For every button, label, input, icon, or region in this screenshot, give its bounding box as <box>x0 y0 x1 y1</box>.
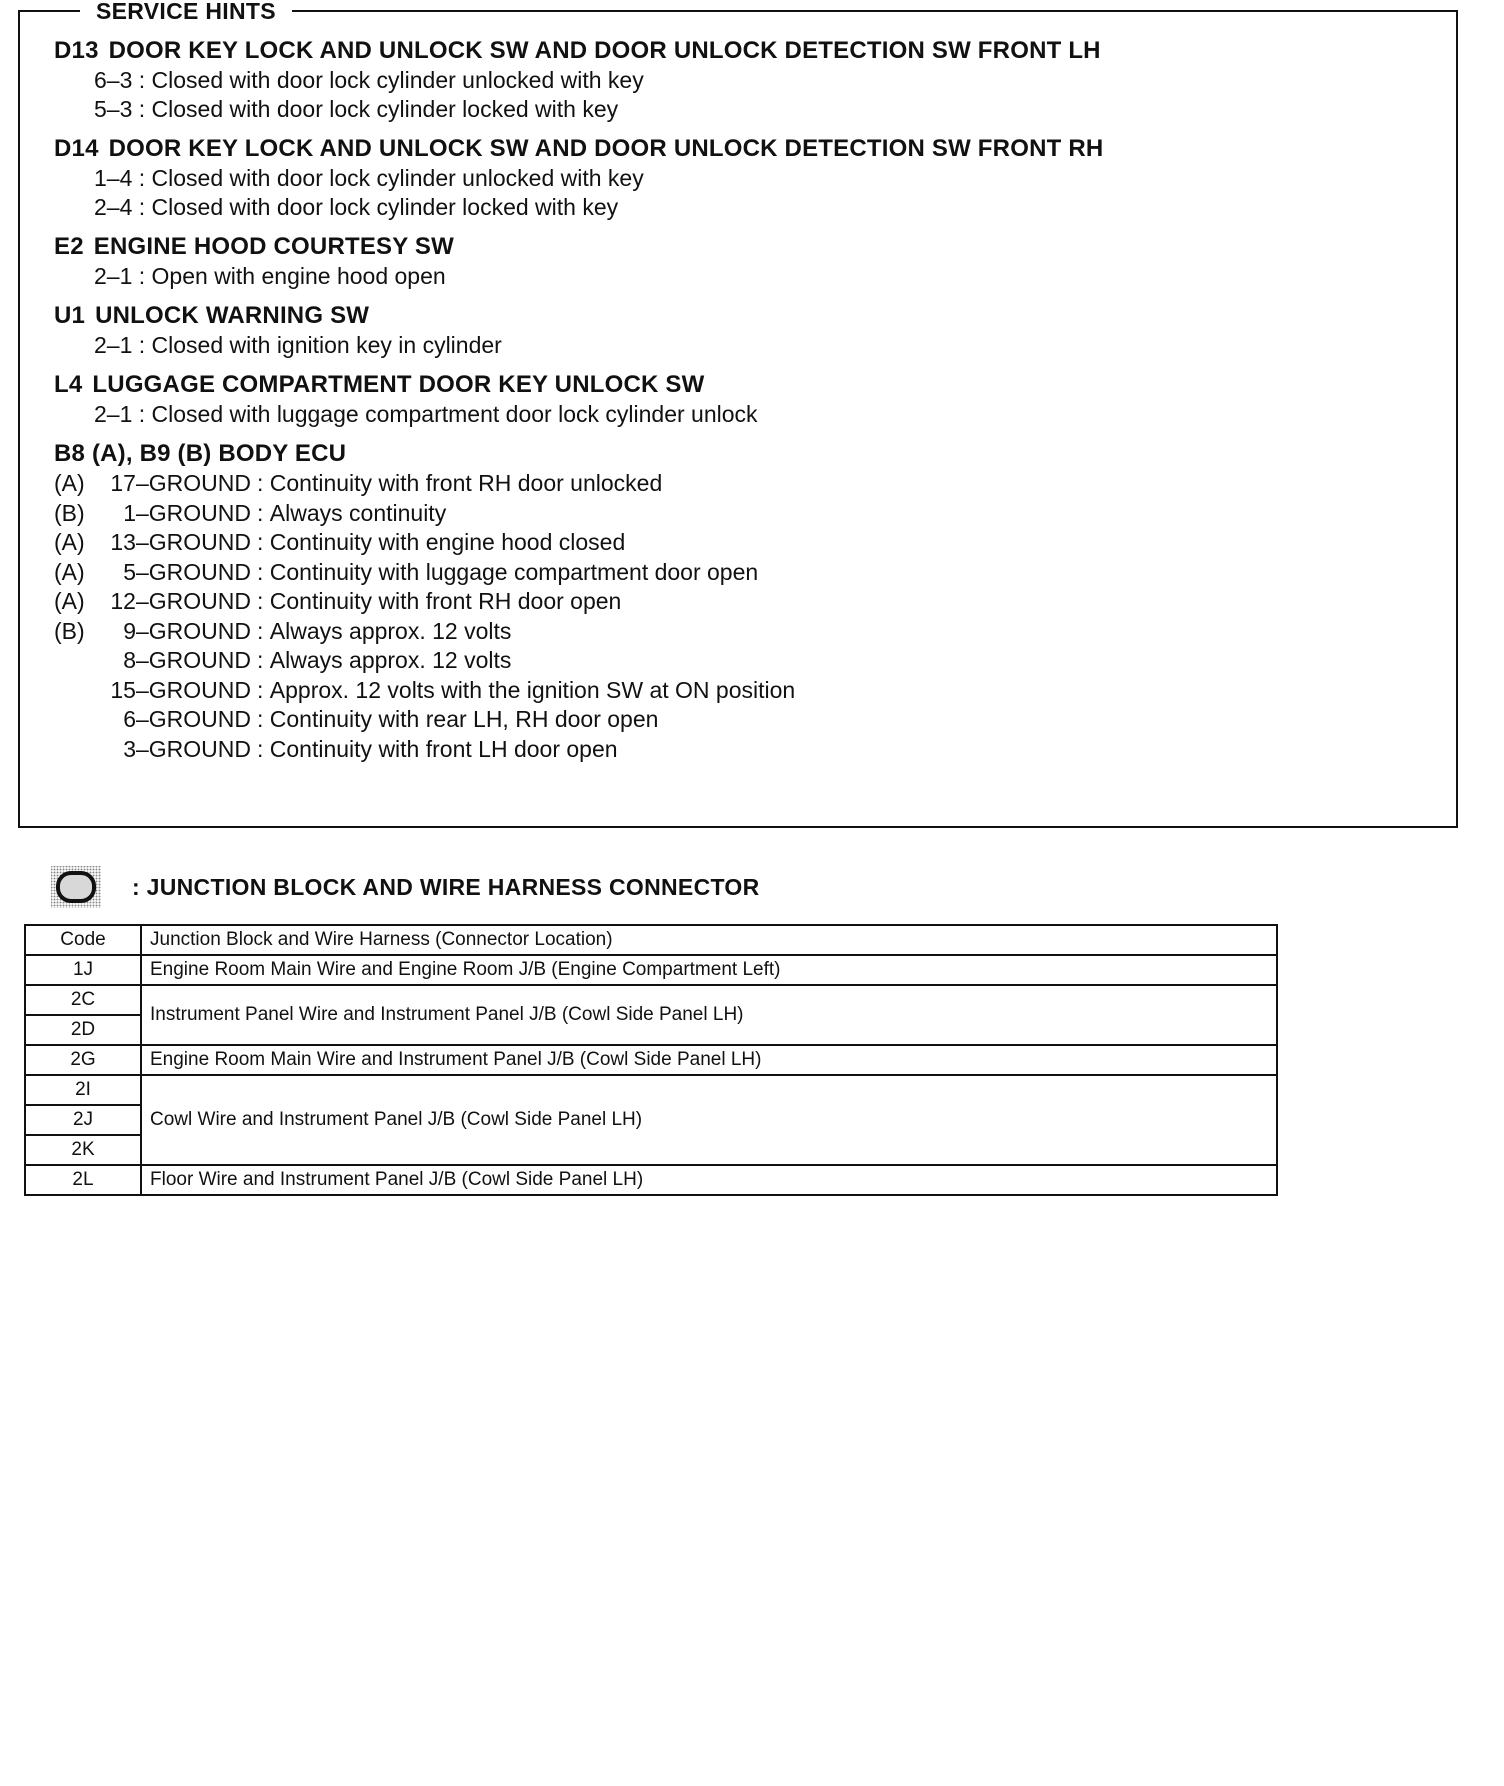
desc-cell: Engine Room Main Wire and Instrument Panel J/B (Cowl Side Panel LH) <box>141 1045 1277 1075</box>
ecu-separator: : <box>257 676 270 703</box>
ecu-connector: (A) <box>54 529 85 555</box>
code-cell: 2I <box>25 1075 141 1105</box>
code-cell: 2L <box>25 1165 141 1195</box>
ecu-separator: : <box>257 558 270 585</box>
section-code: E2 <box>54 233 84 260</box>
ecu-connector: (A) <box>54 588 85 614</box>
section-title <box>54 301 1436 331</box>
ecu-desc: Approx. 12 volts with the ignition SW at ON position <box>269 676 796 703</box>
ecu-connector <box>54 735 96 765</box>
service-hints-box <box>18 0 1458 828</box>
junction-table <box>24 924 1278 1196</box>
ecu-connector <box>54 676 96 706</box>
ecu-pin: 15–GROUND <box>110 676 251 703</box>
ecu-pin: 6–GROUND <box>123 706 251 732</box>
ecu-desc: Always continuity <box>269 499 447 526</box>
body-ecu-row <box>54 528 1436 558</box>
hint-item: 2–4 : Closed with door lock cylinder locked with key <box>94 194 619 220</box>
table-header-row <box>25 925 1277 955</box>
body-ecu-row <box>54 617 1436 647</box>
ecu-desc: Continuity with front RH door open <box>269 588 622 614</box>
hint-item: 5–3 : Closed with door lock cylinder locked with key <box>94 96 619 122</box>
section-title <box>54 134 1436 164</box>
header-code: Code <box>25 925 141 955</box>
ecu-pin: 12–GROUND <box>110 588 251 614</box>
hint-section-d13 <box>54 36 1436 124</box>
code-cell: 2D <box>25 1015 141 1045</box>
ecu-separator: : <box>257 499 270 526</box>
body-ecu-row <box>54 735 1436 765</box>
code-cell: 2C <box>25 985 141 1015</box>
code-cell: 1J <box>25 955 141 985</box>
body-ecu-row <box>54 646 1436 676</box>
desc-cell: Floor Wire and Instrument Panel J/B (Cowl Side Panel LH) <box>141 1165 1277 1195</box>
ecu-desc: Continuity with rear LH, RH door open <box>269 706 659 732</box>
connector-oval-icon <box>50 865 102 909</box>
ecu-pin: 1–GROUND <box>123 499 251 526</box>
body-ecu-title: B8 (A), B9 (B) BODY ECU <box>54 440 347 467</box>
junction-title: : JUNCTION BLOCK AND WIRE HARNESS CONNECTOR <box>132 873 760 900</box>
ecu-pin: 8–GROUND <box>123 647 251 673</box>
section-name: DOOR KEY LOCK AND UNLOCK SW AND DOOR UNLOCK DETECTION SW FRONT LH <box>108 37 1101 64</box>
desc-cell: Instrument Panel Wire and Instrument Panel J/B (Cowl Side Panel LH) <box>141 985 1277 1045</box>
section-name: LUGGAGE COMPARTMENT DOOR KEY UNLOCK SW <box>92 371 705 398</box>
table-row <box>25 1165 1277 1195</box>
ecu-connector: (B) <box>54 617 85 644</box>
body-ecu-row <box>54 469 1436 499</box>
body-ecu-rows <box>54 469 1436 764</box>
hint-section-u1 <box>54 301 1436 360</box>
ecu-separator: : <box>257 588 270 614</box>
header-desc: Junction Block and Wire Harness (Connector Location) <box>141 925 1277 955</box>
ecu-connector: (A) <box>54 470 85 496</box>
table-row <box>25 985 1277 1015</box>
ecu-separator: : <box>257 647 270 673</box>
desc-cell: Engine Room Main Wire and Engine Room J/B (Engine Compartment Left) <box>141 955 1277 985</box>
body-ecu-row <box>54 499 1436 529</box>
hint-item: 6–3 : Closed with door lock cylinder unlocked with key <box>94 67 644 93</box>
ecu-pin: 5–GROUND <box>123 558 251 585</box>
ecu-connector: (A) <box>54 558 85 585</box>
body-ecu-row <box>54 558 1436 588</box>
section-code: D13 <box>54 37 99 64</box>
hint-item: 1–4 : Closed with door lock cylinder unlocked with key <box>94 165 644 191</box>
section-title <box>54 232 1436 262</box>
table-row <box>25 1075 1277 1105</box>
hint-item: 2–1 : Closed with ignition key in cylinder <box>94 332 502 358</box>
section-name: UNLOCK WARNING SW <box>95 302 370 329</box>
body-ecu-row <box>54 676 1436 706</box>
section-name: ENGINE HOOD COURTESY SW <box>93 233 454 260</box>
ecu-pin: 9–GROUND <box>123 617 251 644</box>
body-ecu-row <box>54 587 1436 617</box>
ecu-desc: Always approx. 12 volts <box>269 617 512 644</box>
ecu-pin: 17–GROUND <box>110 470 251 496</box>
service-hints-legend: SERVICE HINTS <box>80 0 292 23</box>
hint-section-e2 <box>54 232 1436 291</box>
hint-section-d14 <box>54 134 1436 222</box>
ecu-connector <box>54 646 96 676</box>
desc-cell: Cowl Wire and Instrument Panel J/B (Cowl Side Panel LH) <box>141 1075 1277 1165</box>
section-code: D14 <box>54 135 99 162</box>
section-title <box>54 370 1436 400</box>
ecu-desc: Continuity with front LH door open <box>269 735 618 762</box>
ecu-desc: Continuity with luggage compartment door open <box>269 558 759 585</box>
hint-section-l4 <box>54 370 1436 429</box>
ecu-separator: : <box>257 735 270 762</box>
code-cell: 2K <box>25 1135 141 1165</box>
ecu-desc: Continuity with front RH door unlocked <box>269 470 663 496</box>
ecu-connector <box>54 705 96 735</box>
hint-item: 2–1 : Open with engine hood open <box>94 263 446 289</box>
junction-header <box>50 865 760 909</box>
section-title <box>54 36 1436 66</box>
hint-item: 2–1 : Closed with luggage compartment door lock cylinder unlock <box>94 401 758 427</box>
table-row <box>25 1045 1277 1075</box>
section-name: DOOR KEY LOCK AND UNLOCK SW AND DOOR UNLOCK DETECTION SW FRONT RH <box>108 135 1104 162</box>
ecu-separator: : <box>257 529 270 555</box>
body-ecu-row <box>54 705 1436 735</box>
section-code: L4 <box>54 371 83 398</box>
ecu-desc: Continuity with engine hood closed <box>269 529 626 555</box>
ecu-separator: : <box>257 706 270 732</box>
table-row <box>25 955 1277 985</box>
code-cell: 2G <box>25 1045 141 1075</box>
hint-section-body-ecu <box>54 439 1436 764</box>
service-hints-content <box>54 36 1436 774</box>
ecu-separator: : <box>257 617 270 644</box>
ecu-desc: Always approx. 12 volts <box>269 647 512 673</box>
ecu-pin: 13–GROUND <box>110 529 251 555</box>
ecu-pin: 3–GROUND <box>123 735 251 762</box>
code-cell: 2J <box>25 1105 141 1135</box>
ecu-connector: (B) <box>54 499 85 526</box>
ecu-separator: : <box>257 470 270 496</box>
section-code: U1 <box>54 302 86 329</box>
